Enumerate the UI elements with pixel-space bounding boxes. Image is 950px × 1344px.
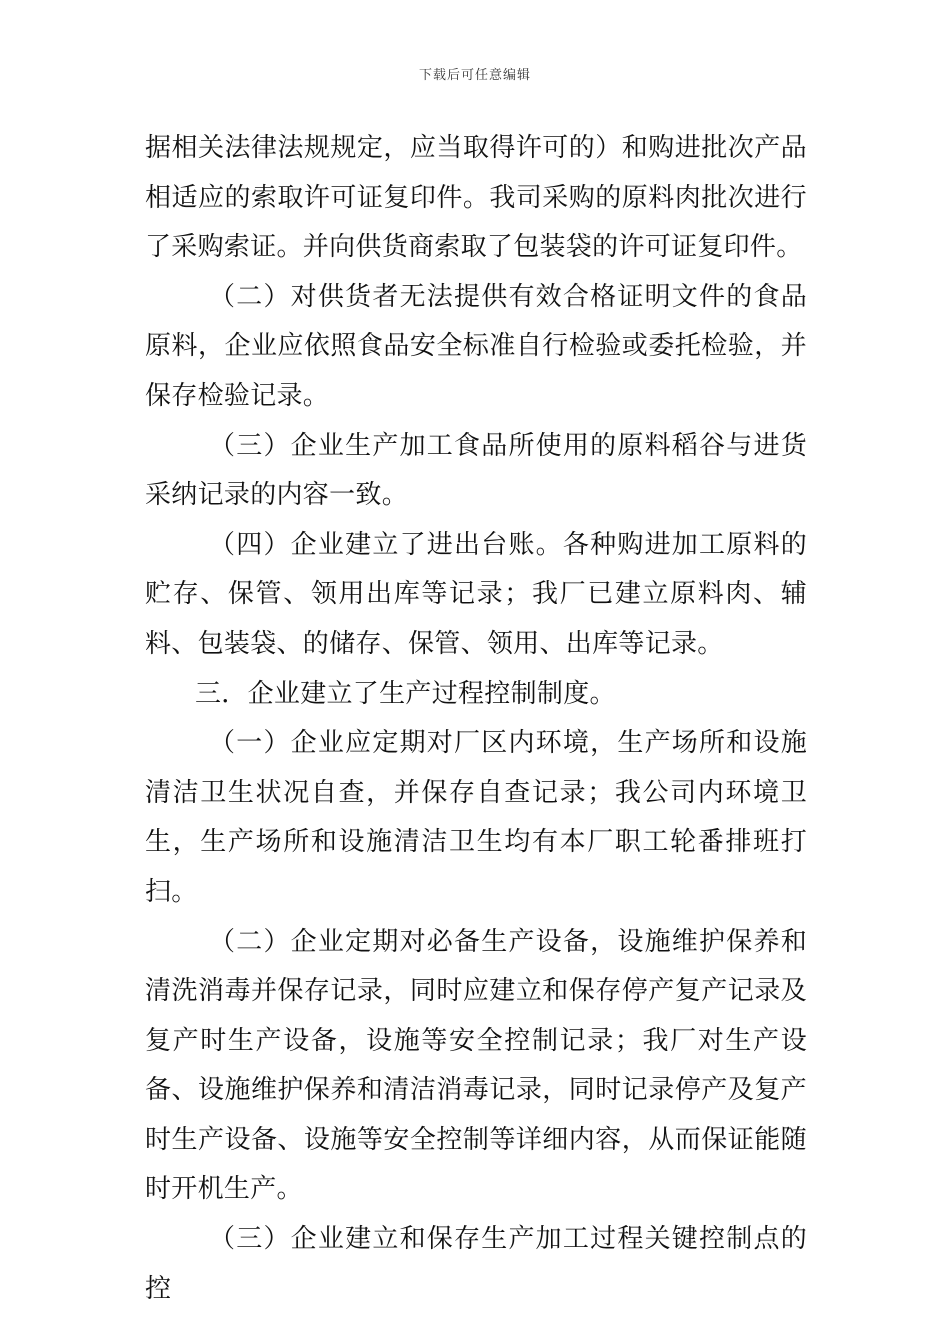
paragraph-5: （一）企业应定期对厂区内环境，生产场所和设施清洁卫生状况自查，并保存自查记录；我公司内环境卫生，生产场所和设施清洁卫生均有本厂职工轮番排班打扫。 bbox=[145, 728, 807, 907]
paragraph-2: （二）对供货者无法提供有效合格证明文件的食品原料，企业应依照食品安全标准自行检验或委托检验，并保存检验记录。 bbox=[145, 281, 807, 411]
document-body bbox=[145, 124, 807, 1314]
paragraph-7: （三）企业建立和保存生产加工过程关键控制点的控 bbox=[145, 1224, 807, 1304]
paragraph-6: （二）企业定期对必备生产设备，设施维护保养和清洗消毒并保存记录，同时应建立和保存停产复产记录及复产时生产设备，设施等安全控制记录；我厂对生产设备、设施维护保养和清洁消毒记录，同时记录停产及复产时生产设备、设施等安全控制等详细内容，从而保证能随时开机生产。 bbox=[145, 926, 807, 1205]
paragraph-3: （三）企业生产加工食品所使用的原料稻谷与进货采纳记录的内容一致。 bbox=[145, 430, 807, 511]
section-heading-3: 三．企业建立了生产过程控制制度。 bbox=[195, 678, 616, 709]
paragraph-1: 据相关法律法规规定，应当取得许可的）和购进批次产品相适应的索取许可证复印件。我司采购的原料肉批次进行了采购索证。并向供货商索取了包装袋的许可证复印件。 bbox=[145, 133, 807, 263]
paragraph-4: （四）企业建立了进出台账。各种购进加工原料的贮存、保管、领用出库等记录；我厂已建立原料肉、辅料、包装袋、的储存、保管、领用、出库等记录。 bbox=[145, 529, 807, 659]
page-header: 下载后可任意编辑 bbox=[418, 68, 531, 83]
